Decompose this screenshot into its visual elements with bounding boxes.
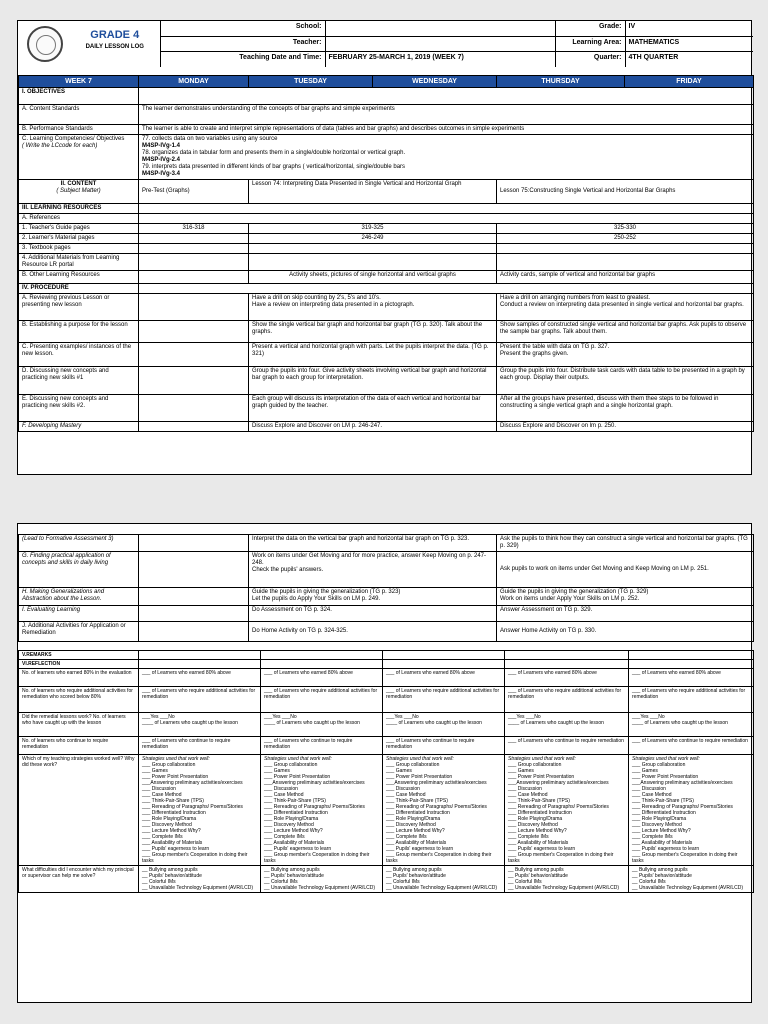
other-resources-tue-wed: Activity sheets, pictures of single horizontal and vertical graphs	[249, 271, 497, 284]
lesson-log-page-2	[17, 523, 752, 1003]
competency-code-78: M4SP-IVg-2.4	[142, 157, 181, 163]
reflection-row-3-tuesday: ___Yes ___No ____ of Learners who caught up the lesson	[261, 713, 383, 737]
reflection-row-4-friday: ___ of Learners who continue to require remediation	[629, 737, 754, 755]
difficulties-tuesday: __ Bullying among pupils __ Pupils' behavior/attitude __ Colorful IMs __ Unavailable Technology Equipment (AVR/LCD)	[261, 866, 383, 893]
procedure-i-label: I. Evaluating Learning	[19, 606, 139, 622]
procedure-e-label: E. Discussing new concepts and practicing new skills #2.	[19, 395, 139, 422]
thursday-header: THURSDAY	[497, 76, 625, 88]
procedure-g-label: G. Finding practical application of concepts and skills in daily living	[19, 552, 139, 588]
reflection-row-3-thursday: ___Yes ___No ____ of Learners who caught up the lesson	[505, 713, 629, 737]
reflection-row-4-label: No. of learners who continue to require remediation	[19, 737, 139, 755]
procedure-a-label: A. Reviewing previous Lesson or presenting new lesson	[19, 294, 139, 321]
other-resources-label: B. Other Learning Resources	[19, 271, 139, 284]
reflection-row-4-tuesday: ___ of Learners who continue to require remediation	[261, 737, 383, 755]
strategies-list-monday: ___ Group collaboration ___ Games ___ Power Point Presentation ___Answering preliminary activities/exercises ___ Discussion ___ Case Method ___ Think-Pair-Share (TPS) ___ Rereading of Paragraphs/ Poems/Stories ___ Differentiated Instruction ___ Role Playing/Drama ___ Discovery Method ___ Lecture Method Why? ___ Complete IMs ___ Availability of Materials ___ Pupils' eagerness to learn ___ Group member's Cooperation in doing their tasks	[142, 762, 248, 864]
wednesday-header: WEDNESDAY	[373, 76, 497, 88]
objectives-heading: I. OBJECTIVES	[19, 88, 139, 105]
procedure-h-tue-wed: Guide the pupils in giving the generalization (TG p. 323) Let the pupils do Apply Your Skills on LM p. 249.	[249, 588, 497, 606]
content-tue-wed: Lesson 74: Interpreting Data Presented in Single Vertical and Horizontal Graph	[249, 180, 497, 204]
reflection-row-5-label: Which of my teaching strategies worked well? Why did these work?	[19, 755, 139, 866]
competency-78: 78. organizes data in tabular form and presents them in a single/double horizontal or vertical graph.	[142, 150, 406, 156]
competency-code-77: M4SP-IVg-1.4	[142, 143, 181, 149]
procedure-f-label: F. Developing Mastery	[19, 422, 139, 432]
procedure-c-thu-fri: Present the table with data on TG p. 327. Present the graphs given.	[497, 343, 754, 367]
procedure-d-tue-wed: Group the pupils into four. Give activity sheets involving vertical bar graph and horizontal bar graph to each group for interpretation.	[249, 367, 497, 395]
content-note: ( Subject Matter)	[56, 188, 101, 194]
difficulties-thursday: __ Bullying among pupils __ Pupils' behavior/attitude __ Colorful IMs __ Unavailable Technology Equipment (AVR/LCD)	[505, 866, 629, 893]
friday-header: FRIDAY	[625, 76, 754, 88]
quarter-label: Quarter:	[555, 52, 625, 67]
reflection-row-1-label: No. of learners who earned 80% in the evaluation	[19, 669, 139, 687]
difficulties-monday: __ Bullying among pupils __ Pupils' behavior/attitude __ Colorful IMs __ Unavailable Technology Equipment (AVR/LCD)	[139, 866, 261, 893]
reflection-row-1-tuesday: ___ of Learners who earned 80% above	[261, 669, 383, 687]
competency-77: 77. collects data on two variables using any source	[142, 136, 278, 142]
grade-label: Grade:	[555, 21, 625, 36]
strategies-list-tuesday: ___ Group collaboration ___ Games ___ Power Point Presentation ___Answering preliminary activities/exercises ___ Discussion ___ Case Method ___ Think-Pair-Share (TPS) ___ Rereading of Paragraphs/ Poems/Stories ___ Differentiated Instruction ___ Role Playing/Drama ___ Discovery Method ___ Lecture Method Why? ___ Complete IMs ___ Availability of Materials ___ Pupils' eagerness to learn ___ Group member's Cooperation in doing their tasks	[264, 762, 370, 864]
procedure-g-thu-fri: Ask pupils to work on items under Get Moving and Keep Moving on LM p. 251.	[497, 552, 754, 588]
additional-materials-label: 4. Additional Materials from Learning Resource LR portal	[19, 254, 139, 271]
textbook-pages-label: 3. Textbook pages	[19, 244, 139, 254]
strategies-heading-wednesday: Strategies used that work well:	[386, 756, 454, 762]
week-header: WEEK 7	[19, 76, 139, 88]
procedure-c-tue-wed: Present a vertical and horizontal graph with parts. Let the pupils interpret the data. (TG p. 321)	[249, 343, 497, 367]
procedure-d-thu-fri: Group the pupils into four. Distribute task cards with data table to be presented in a graph by each group. Display their outputs.	[497, 367, 754, 395]
reflection-row-3-monday: ___Yes ___No ____ of Learners who caught up the lesson	[139, 713, 261, 737]
competency-code-79: M4SP-IVg-3.4	[142, 171, 181, 177]
reflection-row-1-monday: ___ of Learners who earned 80% above	[139, 669, 261, 687]
lm-pages-thu-fri: 250-252	[497, 234, 754, 244]
remarks-heading: V.REMARKS	[19, 651, 139, 660]
strategies-heading-monday: Strategies used that work well:	[142, 756, 210, 762]
school-label: School:	[160, 21, 325, 36]
reflection-row-2-wednesday: ___ of Learners who require additional activities for remediation	[383, 687, 505, 713]
reflection-row-2-tuesday: ___ of Learners who require additional activities for remediation	[261, 687, 383, 713]
difficulties-wednesday: __ Bullying among pupils __ Pupils' behavior/attitude __ Colorful IMs __ Unavailable Technology Equipment (AVR/LCD)	[383, 866, 505, 893]
procedure-f-tue-wed: Discuss Explore and Discover on LM p. 246-247.	[249, 422, 497, 432]
strategies-list-thursday: ___ Group collaboration ___ Games ___ Power Point Presentation ___Answering preliminary activities/exercises ___ Discussion ___ Case Method ___ Think-Pair-Share (TPS) ___ Rereading of Paragraphs/ Poems/Stories ___ Differentiated Instruction ___ Role Playing/Drama ___ Discovery Method ___ Lecture Method Why? ___ Complete IMs ___ Availability of Materials ___ Pupils' eagerness to learn ___ Group member's Cooperation in doing their tasks	[508, 762, 614, 864]
reflection-row-1-friday: ___ of Learners who earned 80% above	[629, 669, 754, 687]
procedure-b-thu-fri: Show samples of constructed single vertical and horizontal bar graphs. Ask pupils to observe the sample bar graphs. Talk about them.	[497, 321, 754, 343]
competencies-label: C. Learning Competencies/ Objectives	[22, 136, 125, 142]
tuesday-header: TUESDAY	[249, 76, 373, 88]
procedure-f-thu-fri: Discuss Explore and Discover on lm p. 250.	[497, 422, 754, 432]
tg-pages-tue-wed: 319-325	[249, 224, 497, 234]
tg-pages-thu-fri: 325-330	[497, 224, 754, 234]
performance-standards-label: B. Performance Standards	[19, 125, 139, 135]
procedure-g-tue-wed: Work on items under Get Moving and for more practice, answer Keep Moving on p. 247-248. Check the pupils' answers.	[249, 552, 497, 588]
content-standards-text: The learner demonstrates understanding of the concepts of bar graphs and simple experiments	[139, 105, 754, 125]
procedure-h-label: H. Making Generalizations and Abstraction about the Lesson.	[19, 588, 139, 606]
reflection-row-4-monday: ___ of Learners who continue to require remediation	[139, 737, 261, 755]
reflection-row-1-thursday: ___ of Learners who earned 80% above	[505, 669, 629, 687]
reflection-row-3-wednesday: ___Yes ___No ____ of Learners who caught up the lesson	[383, 713, 505, 737]
procedure-i-tue-wed: Do Assessment on TG p. 324.	[249, 606, 497, 622]
teaching-date-value: FEBRUARY 25-MARCH 1, 2019 (WEEK 7)	[325, 52, 555, 67]
procedure-j-thu-fri: Answer Home Activity on TG p. 330.	[497, 622, 754, 642]
reflection-row-3-label: Did the remedial lessons work? No. of learners who have caught up with the lesson	[19, 713, 139, 737]
grade-title: GRADE 4	[90, 29, 140, 41]
procedure-a-tue-wed: Have a drill on skip counting by 2's, 5's and 10's. Have a review on interpreting data presented in a pictograph.	[249, 294, 497, 321]
lm-pages-label: 2. Learner's Material pages	[19, 234, 139, 244]
grade-value: IV	[625, 21, 753, 36]
reflection-row-2-friday: ___ of Learners who require additional activities for remediation	[629, 687, 754, 713]
procedure-j-label: J. Additional Activities for Application or Remediation	[19, 622, 139, 642]
references-label: A. References	[19, 214, 139, 224]
content-standards-label: A. Content Standards	[19, 105, 139, 125]
school-value	[325, 21, 555, 36]
content-monday: Pre-Test (Graphs)	[139, 180, 249, 204]
header-table	[18, 21, 753, 67]
teacher-label: Teacher:	[160, 36, 325, 52]
procedure-e-tue-wed: Each group will discuss its interpretation of the data of each vertical and horizontal bar graph guided by the teacher.	[249, 395, 497, 422]
lead-formative-label: (Lead to Formative Assessment 3)	[19, 535, 139, 552]
difficulties-friday: __ Bullying among pupils __ Pupils' behavior/attitude __ Colorful IMs __ Unavailable Technology Equipment (AVR/LCD)	[629, 866, 754, 893]
competencies-note: ( Write the LCcode for each)	[22, 143, 98, 149]
other-resources-thu-fri: Activity cards, sample of vertical and horizontal bar graphs	[497, 271, 754, 284]
reflection-table	[18, 650, 754, 893]
log-title: DAILY LESSON LOG	[85, 44, 144, 50]
reflection-row-4-thursday: ___ of Learners who continue to require remediation	[505, 737, 629, 755]
procedure-h-thu-fri: Guide the pupils in giving the generalization (TG p. 329) Work on items under Apply Your Skills on LM p. 252.	[497, 588, 754, 606]
lead-formative-tue-wed: Interpret the data on the vertical bar graph and horizontal bar graph on TG p. 323.	[249, 535, 497, 552]
quarter-value: 4TH QUARTER	[628, 54, 679, 62]
strategies-list-wednesday: ___ Group collaboration ___ Games ___ Power Point Presentation ___Answering preliminary activities/exercises ___ Discussion ___ Case Method ___ Think-Pair-Share (TPS) ___ Rereading of Paragraphs/ Poems/Stories ___ Differentiated Instruction ___ Role Playing/Drama ___ Discovery Method ___ Lecture Method Why? ___ Complete IMs ___ Availability of Materials ___ Pupils' eagerness to learn ___ Group member's Cooperation in doing their tasks	[386, 762, 492, 864]
lesson-table-2	[18, 534, 754, 642]
strategies-heading-friday: Strategies used that work well:	[632, 756, 700, 762]
competency-79: 79. interprets data presented in different kinds of bar graphs ( vertical/horizontal, single/double bars	[142, 164, 406, 170]
procedure-d-label: D. Discussing new concepts and practicing new skills #1	[19, 367, 139, 395]
resources-heading: III. LEARNING RESOURCES	[19, 204, 139, 214]
monday-header: MONDAY	[139, 76, 249, 88]
procedure-j-tue-wed: Do Home Activity on TG p. 324-325.	[249, 622, 497, 642]
reflection-row-2-label: No. of learners who require additional activities for remediation who scored below 80%	[19, 687, 139, 713]
learning-area-label: Learning Area:	[555, 36, 625, 52]
lm-pages-tue-wed: 246-249	[249, 234, 497, 244]
learning-area-value: MATHEMATICS	[625, 36, 753, 52]
reflection-row-3-friday: ___Yes ___No ____ of Learners who caught up the lesson	[629, 713, 754, 737]
teacher-value	[325, 36, 555, 52]
lesson-log-page-1	[17, 20, 752, 475]
reflection-row-2-monday: ___ of Learners who require additional activities for remediation	[139, 687, 261, 713]
procedure-heading: IV. PROCEDURE	[19, 284, 139, 294]
lead-formative-thu-fri: Ask the pupils to think how they can construct a single vertical and horizontal bar graphs. (TG p. 329)	[497, 535, 754, 552]
procedure-e-thu-fri: After all the groups have presented, discuss with them thee steps to be followed in constructing a single vertical graph and a single horizontal graph.	[497, 395, 754, 422]
procedure-i-thu-fri: Answer Assessment on TG p. 329.	[497, 606, 754, 622]
lesson-table-1	[18, 75, 754, 432]
strategies-heading-thursday: Strategies used that work well:	[508, 756, 576, 762]
tg-pages-label: 1. Teacher's Guide pages	[19, 224, 139, 234]
procedure-b-label: B. Establishing a purpose for the lesson	[19, 321, 139, 343]
procedure-a-thu-fri: Have a drill on arranging numbers from least to greatest. Conduct a review on interpreting data presented in single vertical and horizontal bar graphs.	[497, 294, 754, 321]
reflection-row-6-label: What difficulties did I encounter which my principal or supervisor can help me solve?	[19, 866, 139, 893]
strategies-heading-tuesday: Strategies used that work well:	[264, 756, 332, 762]
performance-standards-text: The learner is able to create and interpret simple representations of data (tables and bar graphs) and describes outcomes in simple experiments	[139, 125, 754, 135]
reflection-heading: VI.REFLECTION	[19, 660, 139, 669]
content-heading: II. CONTENT	[60, 181, 97, 187]
reflection-row-4-wednesday: ___ of Learners who continue to require remediation	[383, 737, 505, 755]
strategies-list-friday: ___ Group collaboration ___ Games ___ Power Point Presentation ___Answering preliminary activities/exercises ___ Discussion ___ Case Method ___ Think-Pair-Share (TPS) ___ Rereading of Paragraphs/ Poems/Stories ___ Differentiated Instruction ___ Role Playing/Drama ___ Discovery Method ___ Lecture Method Why? ___ Complete IMs ___ Availability of Materials ___ Pupils' eagerness to learn ___ Group member's Cooperation in doing their tasks	[632, 762, 738, 864]
tg-pages-monday: 316-318	[139, 224, 249, 234]
content-thu-fri: Lesson 75:Constructing Single Vertical and Horizontal Bar Graphs	[497, 180, 754, 204]
teaching-date-label: Teaching Date and Time:	[160, 52, 325, 67]
procedure-c-label: C. Presenting examples/ instances of the new lesson.	[19, 343, 139, 367]
reflection-row-1-wednesday: ___ of Learners who earned 80% above	[383, 669, 505, 687]
procedure-b-tue-wed: Show the single vertical bar graph and horizontal bar graph (TG p. 320). Talk about the graphs.	[249, 321, 497, 343]
reflection-row-2-thursday: ___ of Learners who require additional activities for remediation	[505, 687, 629, 713]
deped-seal-icon	[27, 26, 63, 62]
